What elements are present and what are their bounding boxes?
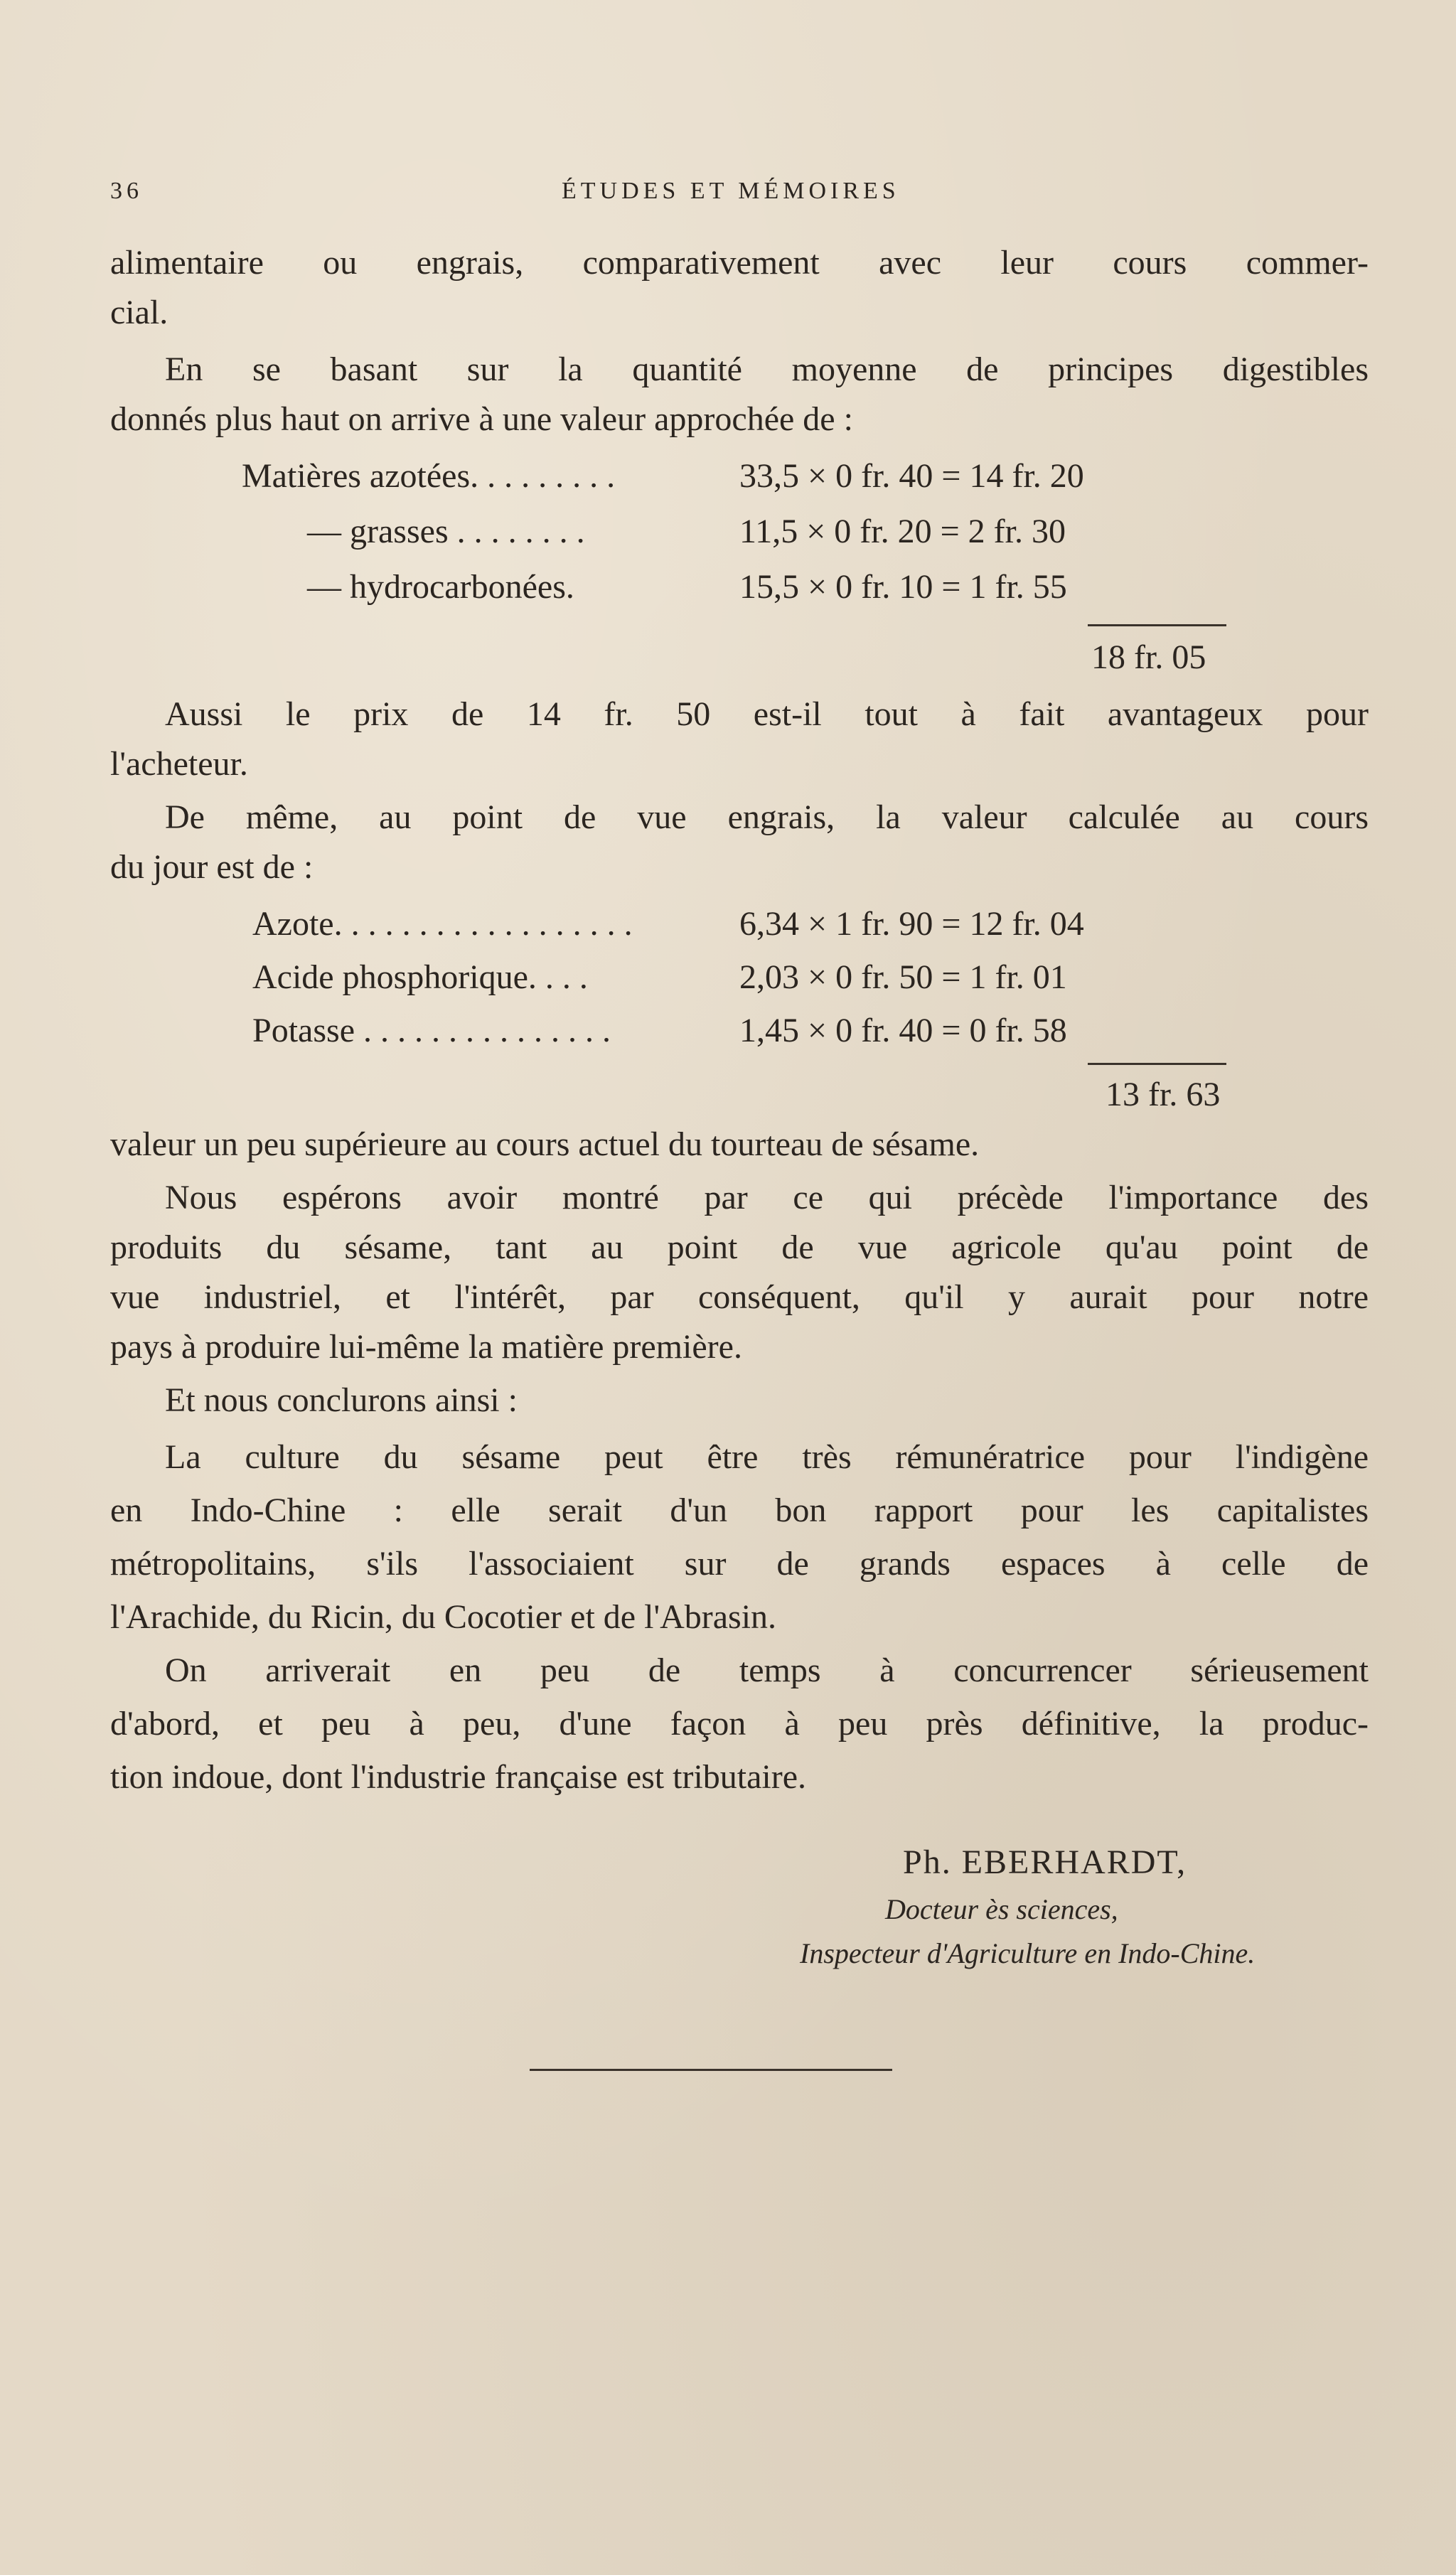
row-label: Matières azotées. . . . . . . . .	[242, 457, 616, 495]
row-value: 2,03 × 0 fr. 50 = 1 fr. 01	[739, 958, 1067, 996]
text-line: cial.	[110, 294, 168, 331]
row-value: 1,45 × 0 fr. 40 = 0 fr. 58	[739, 1012, 1067, 1049]
text-line: tion indoue, dont l'industrie française est tributaire.	[110, 1758, 807, 1796]
author-position: Inspecteur d'Agriculture en Indo-Chine.	[800, 1937, 1256, 1969]
text-line: De même, au point de vue engrais, la valeur calculée au cours	[165, 798, 1369, 836]
text-line: Nous espérons avoir montré par ce qui précède l'importance des	[165, 1179, 1369, 1216]
text-line: vue industriel, et l'intérêt, par conséquent, qu'il y aurait pour notre	[110, 1278, 1369, 1316]
text-line: La culture du sésame peut être très rémunératrice pour l'indigène	[165, 1438, 1369, 1476]
sum-rule	[1088, 1063, 1226, 1065]
page-number: 36	[110, 178, 143, 204]
row-value: 15,5 × 0 fr. 10 = 1 fr. 55	[739, 568, 1067, 606]
end-rule	[530, 2069, 892, 2071]
text-line: d'abord, et peu à peu, d'une façon à peu près définitive, la produc-	[110, 1705, 1369, 1742]
table-total: 18 fr. 05	[1091, 638, 1206, 676]
row-value: 6,34 × 1 fr. 90 = 12 fr. 04	[739, 905, 1084, 943]
row-label: Acide phosphorique. . . .	[252, 958, 588, 996]
text-line: pays à produire lui-même la matière première.	[110, 1328, 742, 1366]
row-value: 11,5 × 0 fr. 20 = 2 fr. 30	[739, 513, 1066, 550]
text-line: donnés plus haut on arrive à une valeur approchée de :	[110, 400, 853, 438]
text-line: On arriverait en peu de temps à concurrencer sérieusement	[165, 1651, 1369, 1689]
running-head	[110, 178, 1376, 213]
text-line: du jour est de :	[110, 848, 314, 886]
row-value: 33,5 × 0 fr. 40 = 14 fr. 20	[739, 457, 1084, 495]
running-title: ÉTUDES ET MÉMOIRES	[562, 178, 900, 204]
text-line: valeur un peu supérieure au cours actuel du tourteau de sésame.	[110, 1125, 980, 1163]
text-line: Aussi le prix de 14 fr. 50 est-il tout à fait avantageux pour	[165, 695, 1369, 733]
text-line: l'acheteur.	[110, 745, 248, 783]
author-name: Ph. EBERHARDT,	[903, 1843, 1187, 1881]
table-total: 13 fr. 63	[1106, 1076, 1221, 1113]
text-line: produits du sésame, tant au point de vue agricole qu'au point de	[110, 1228, 1369, 1266]
sum-rule	[1088, 624, 1226, 626]
text-line: en Indo-Chine : elle serait d'un bon rapport pour les capitalistes	[110, 1492, 1369, 1529]
text-line: l'Arachide, du Ricin, du Cocotier et de l'Abrasin.	[110, 1598, 777, 1636]
text-line: métropolitains, s'ils l'associaient sur de grands espaces à celle de	[110, 1545, 1369, 1583]
text-line: Et nous conclurons ainsi :	[165, 1381, 518, 1419]
row-label: — grasses . . . . . . . .	[307, 513, 585, 550]
text-line: alimentaire ou engrais, comparativement avec leur cours commer-	[110, 244, 1369, 282]
row-label: — hydrocarbonées.	[307, 568, 574, 606]
author-title: Docteur ès sciences,	[885, 1893, 1118, 1925]
row-label: Azote. . . . . . . . . . . . . . . . . .	[252, 905, 633, 943]
text-line: En se basant sur la quantité moyenne de principes digestibles	[165, 350, 1369, 388]
row-label: Potasse . . . . . . . . . . . . . . .	[252, 1012, 611, 1049]
